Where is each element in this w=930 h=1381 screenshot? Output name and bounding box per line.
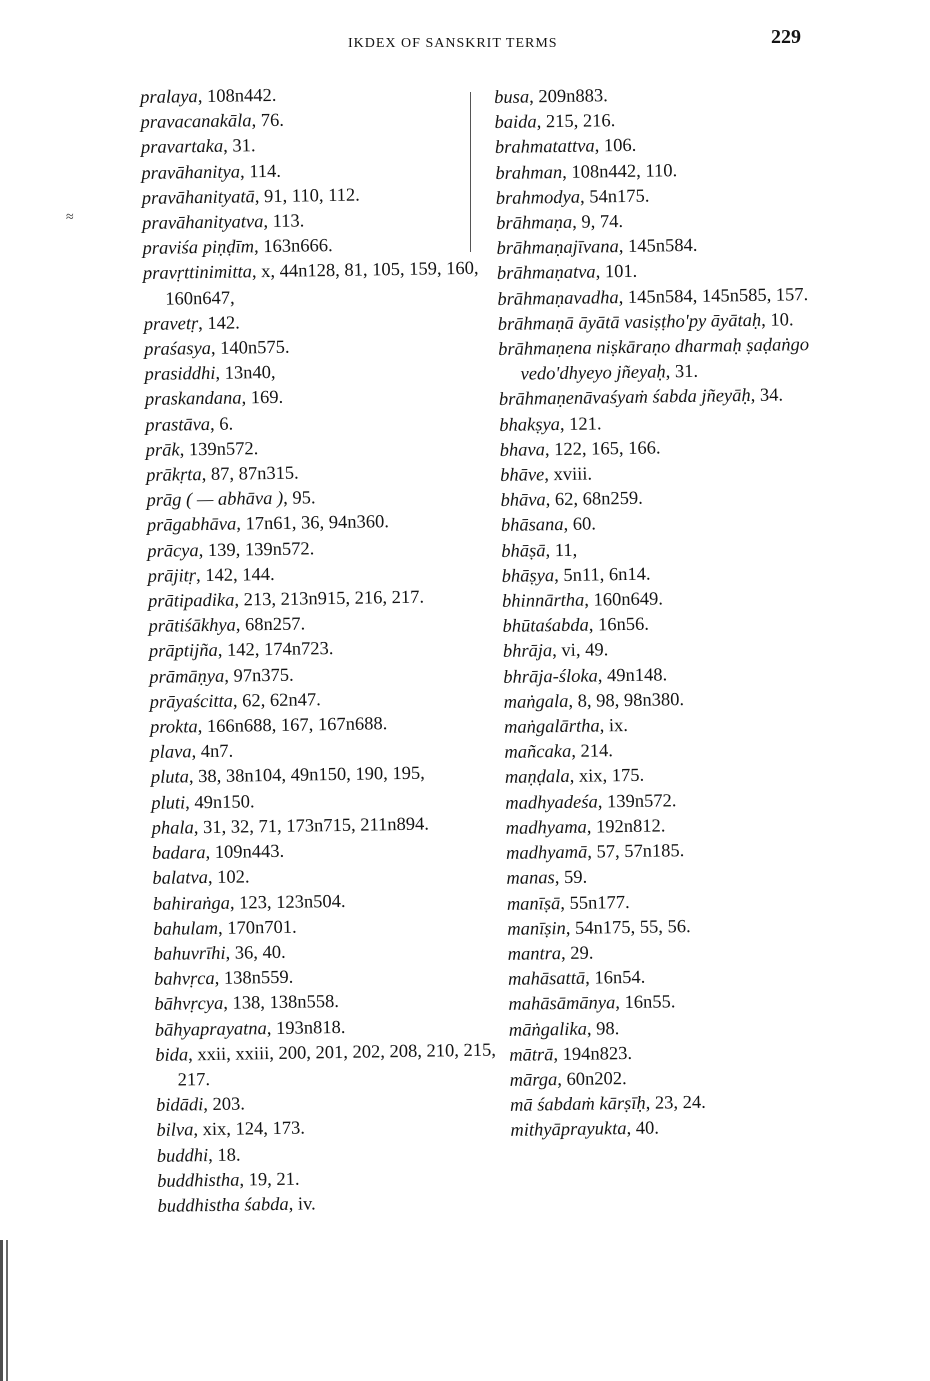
- index-references: , 62, 62n47.: [232, 690, 321, 712]
- index-term: bāhvṛcya: [154, 994, 224, 1016]
- index-term: mahāsattā: [507, 968, 586, 990]
- index-term: brāhmaṇajīvana: [496, 237, 620, 260]
- index-references: , 114.: [239, 161, 282, 183]
- index-references: , 138, 138n558.: [223, 992, 340, 1015]
- index-term: praviśa piṇḍīm: [142, 237, 255, 260]
- index-term: brāhmaṇena niṣkāraṇo dharmaḥ ṣaḍaṅgo vedo'dhyeyo jñeyaḥ: [497, 335, 810, 385]
- index-term: bhrāja: [502, 641, 553, 663]
- index-term: brahmatattva: [494, 136, 595, 159]
- index-references: , 108n442, 110.: [562, 160, 678, 183]
- index-references: , 31, 32, 71, 173n715, 211n894.: [193, 814, 430, 839]
- index-references: , 108n442.: [197, 85, 277, 108]
- index-term: pravartaka: [140, 137, 224, 159]
- index-references: , 139n572.: [179, 439, 259, 461]
- index-column-left: [140, 81, 503, 1220]
- index-term: bilva: [156, 1120, 194, 1142]
- index-term: bhinnārtha: [501, 590, 585, 612]
- index-term: prāptijña: [148, 641, 218, 663]
- index-entry: [157, 1189, 502, 1220]
- index-term: mahāsāmānya: [508, 993, 616, 1016]
- index-term: badara: [151, 843, 206, 864]
- index-references: , 38, 38n104, 49n150, 190, 195,: [188, 764, 425, 788]
- index-term: māṅgalika: [508, 1019, 588, 1041]
- index-term: manīṣin: [507, 918, 566, 940]
- index-references: , 109n443.: [205, 841, 285, 864]
- index-term: prācya: [147, 540, 199, 562]
- index-references: , xix, 124, 173.: [193, 1118, 306, 1141]
- index-term: pravāhanitya: [141, 162, 241, 184]
- index-references: , 8, 98, 98n380.: [568, 689, 685, 712]
- index-term: bahuvrīhi: [153, 943, 226, 965]
- index-term: bāhyaprayatna: [154, 1018, 267, 1041]
- index-term: pralaya: [140, 87, 198, 108]
- index-references: , 36, 40.: [225, 942, 286, 964]
- index-term: mā śabdaṁ kārṣīḥ: [509, 1093, 646, 1116]
- index-references: , x, 44n128, 81, 105, 159, 160, 160n647,: [165, 259, 479, 310]
- index-term: baida: [494, 112, 537, 134]
- index-references: , 57, 57n185.: [587, 841, 685, 863]
- index-references: , 16n54.: [584, 967, 646, 989]
- index-term: bhāve: [499, 465, 545, 486]
- index-term: brāhmaṇa: [496, 212, 573, 234]
- index-term: prājitṛ: [147, 566, 197, 587]
- index-references: , 16n56.: [588, 614, 650, 636]
- index-term: pravṛttinimitta: [142, 262, 253, 285]
- index-term: brāhmaṇā āyātā vasiṣṭho'py āyātaḥ: [497, 310, 762, 335]
- index-term: buddhistha: [157, 1170, 240, 1192]
- index-references: , 209n883.: [528, 86, 608, 108]
- index-term: prasiddhi: [144, 364, 216, 386]
- index-references: , 169.: [241, 388, 284, 409]
- index-term: balatva: [152, 868, 209, 890]
- index-references: , 192n812.: [586, 816, 666, 838]
- index-references: , 193n818.: [266, 1017, 346, 1039]
- index-references: , vi, 49.: [552, 640, 609, 662]
- index-references: , 13n40,: [215, 363, 276, 385]
- index-term: bhrāja-śloka: [503, 666, 599, 688]
- index-references: , 101.: [595, 262, 638, 283]
- index-references: , 214.: [571, 741, 614, 763]
- index-references: , 139, 139n572.: [198, 538, 315, 561]
- index-term: mithyāprayukta: [510, 1119, 627, 1142]
- index-term: maṅgala: [503, 691, 569, 713]
- index-term: bhāsana: [500, 515, 564, 537]
- index-term: bhāṣya: [501, 565, 555, 587]
- index-term: madhyadeśa: [505, 792, 598, 814]
- index-term: prāmāṇya: [149, 666, 225, 688]
- index-term: buddhi: [156, 1145, 209, 1167]
- index-references: , 102.: [207, 867, 250, 889]
- index-term: mātrā: [509, 1044, 554, 1066]
- index-references: , 54n175.: [579, 186, 650, 208]
- index-references: , 18.: [208, 1145, 241, 1166]
- index-references: , 95.: [283, 488, 316, 510]
- page-number: 229: [771, 26, 801, 48]
- index-references: , 5n11, 6n14.: [553, 564, 651, 586]
- index-references: , 215, 216.: [536, 111, 616, 133]
- index-references: , xix, 175.: [569, 766, 645, 788]
- index-references: , 76.: [251, 110, 285, 132]
- index-term: madhyama: [505, 817, 588, 839]
- index-references: , 6.: [209, 414, 234, 435]
- index-references: , 138n559.: [214, 967, 294, 990]
- index-references: , xxii, xxiii, 200, 201, 202, 208, 210, 215, 217.: [177, 1040, 497, 1091]
- index-term: bahulam: [153, 918, 219, 940]
- index-references: , 9, 74.: [572, 212, 624, 233]
- index-references: , 170n701.: [217, 917, 297, 939]
- index-references: , 106.: [594, 136, 637, 157]
- index-references: , 49n148.: [597, 665, 668, 687]
- index-references: , 16n55.: [615, 992, 676, 1014]
- index-references: , 68n257.: [235, 614, 306, 636]
- index-term: brahman: [495, 162, 563, 184]
- index-references: , 31.: [223, 136, 256, 158]
- index-references: , 113.: [263, 211, 305, 233]
- index-references: , 160n649.: [584, 589, 664, 611]
- index-references: , 11,: [545, 540, 578, 561]
- index-term: manas: [506, 868, 555, 890]
- index-term: bhāṣā: [501, 540, 546, 562]
- index-references: , 23, 24.: [645, 1092, 706, 1114]
- index-term: maṅgalārtha: [503, 716, 600, 738]
- index-references: , 139n572.: [597, 790, 677, 813]
- index-term: bidādi: [155, 1095, 204, 1116]
- index-references: , 31.: [665, 362, 699, 383]
- index-references: , 163n666.: [253, 236, 333, 258]
- index-term: pravāhanityatā: [141, 187, 255, 209]
- index-term: pravāhanityatva: [142, 212, 264, 234]
- index-term: pluti: [151, 793, 186, 814]
- index-term: brāhmaṇatva: [496, 262, 596, 285]
- index-term: bida: [155, 1045, 189, 1066]
- index-references: , 142, 144.: [195, 564, 275, 587]
- index-term: prāk: [145, 440, 180, 461]
- index-references: , 145n584, 145n585, 157.: [618, 284, 809, 308]
- index-term: buddhistha śabda: [157, 1194, 289, 1217]
- index-references: , 166n688, 167, 167n688.: [197, 714, 388, 738]
- index-term: prātipadika: [147, 590, 235, 612]
- index-references: , 87, 87n315.: [201, 463, 299, 486]
- index-term: mañcaka: [504, 742, 572, 764]
- index-references: , iv.: [288, 1194, 316, 1215]
- index-term: brahmodya: [495, 187, 581, 209]
- running-head: IKDEX OF SANSKRIT TERMS: [348, 36, 558, 51]
- index-term: pravetṛ: [143, 313, 199, 335]
- index-references: , 54n175, 55, 56.: [565, 916, 691, 939]
- index-references: , 142, 174n723.: [217, 639, 334, 662]
- index-term: prāgabhāva: [146, 514, 237, 537]
- index-references: , 123, 123n504.: [229, 891, 346, 914]
- index-references: , 122, 165, 166.: [544, 438, 661, 461]
- index-references: , 91, 110, 112.: [254, 185, 360, 208]
- index-term: prāyaścitta: [149, 691, 234, 713]
- index-term: busa: [494, 87, 530, 108]
- index-references: , 29.: [560, 943, 594, 964]
- scan-mark: ≈: [66, 210, 74, 225]
- index-term: bhava: [499, 440, 546, 461]
- index-references: , xviii.: [544, 464, 593, 486]
- index-entry: [143, 257, 489, 313]
- index-term: brāhmaṇavadha: [497, 287, 619, 310]
- index-references: , 97n375.: [224, 665, 294, 687]
- index-references: , 49n150.: [185, 791, 255, 814]
- index-term: prastāva: [145, 414, 211, 436]
- index-references: , 142.: [198, 313, 240, 334]
- index-references: , 19, 21.: [239, 1169, 300, 1191]
- index-entry: [155, 1038, 501, 1094]
- index-term: bhūtaśabda: [502, 615, 589, 638]
- index-term: prokta: [149, 717, 198, 738]
- index-references: , 213, 213n915, 216, 217.: [234, 587, 425, 611]
- index-references: , 98.: [586, 1018, 620, 1040]
- index-references: , 62, 68n259.: [545, 488, 644, 511]
- index-term: plava: [150, 742, 192, 764]
- index-term: prākṛta: [145, 465, 202, 486]
- index-term: mārga: [509, 1070, 558, 1091]
- index-column-right: [494, 81, 846, 1145]
- index-references: , 40.: [626, 1118, 660, 1140]
- index-references: , 60n202.: [557, 1068, 627, 1091]
- index-term: pravacanakāla: [140, 111, 252, 134]
- index-references: , 140n575.: [210, 337, 290, 359]
- index-term: prātiśākhya: [148, 615, 237, 638]
- index-references: , 34.: [750, 385, 784, 407]
- index-term: bahvṛca: [153, 969, 215, 990]
- index-term: prāg ( — abhāva ): [146, 489, 284, 512]
- index-references: , 203.: [203, 1094, 246, 1116]
- index-references: , 60.: [563, 514, 597, 536]
- index-references: , 121.: [559, 413, 602, 435]
- index-references: , 4n7.: [191, 741, 234, 763]
- index-references: , 145n584.: [618, 236, 698, 258]
- index-references: , 59.: [554, 867, 588, 889]
- index-references: , 17n61, 36, 94n360.: [236, 512, 390, 535]
- index-term: bhāva: [500, 490, 546, 512]
- index-term: pluta: [150, 767, 190, 789]
- index-term: praśasya: [143, 338, 212, 360]
- index-term: mantra: [507, 943, 562, 965]
- index-references: , ix.: [599, 716, 629, 737]
- index-references: , 194n823.: [553, 1043, 633, 1065]
- index-references: , 55n177.: [560, 892, 630, 914]
- index-references: , 10.: [761, 310, 794, 331]
- scan-edge-artifact: [0, 1240, 14, 1381]
- index-term: madhyamā: [505, 842, 588, 864]
- index-term: maṇḍala: [504, 767, 570, 789]
- index-entry: [510, 1114, 845, 1144]
- index-term: manīṣā: [506, 893, 561, 915]
- index-term: praskandana: [144, 388, 242, 411]
- index-entry: [498, 333, 834, 389]
- index-term: bahiraṅga: [152, 893, 231, 915]
- index-term: bhakṣya: [499, 414, 561, 436]
- index-term: phala: [151, 818, 194, 839]
- index-term: brāhmaṇenāvaśyaṁ śabda jñeyāḥ: [498, 386, 751, 411]
